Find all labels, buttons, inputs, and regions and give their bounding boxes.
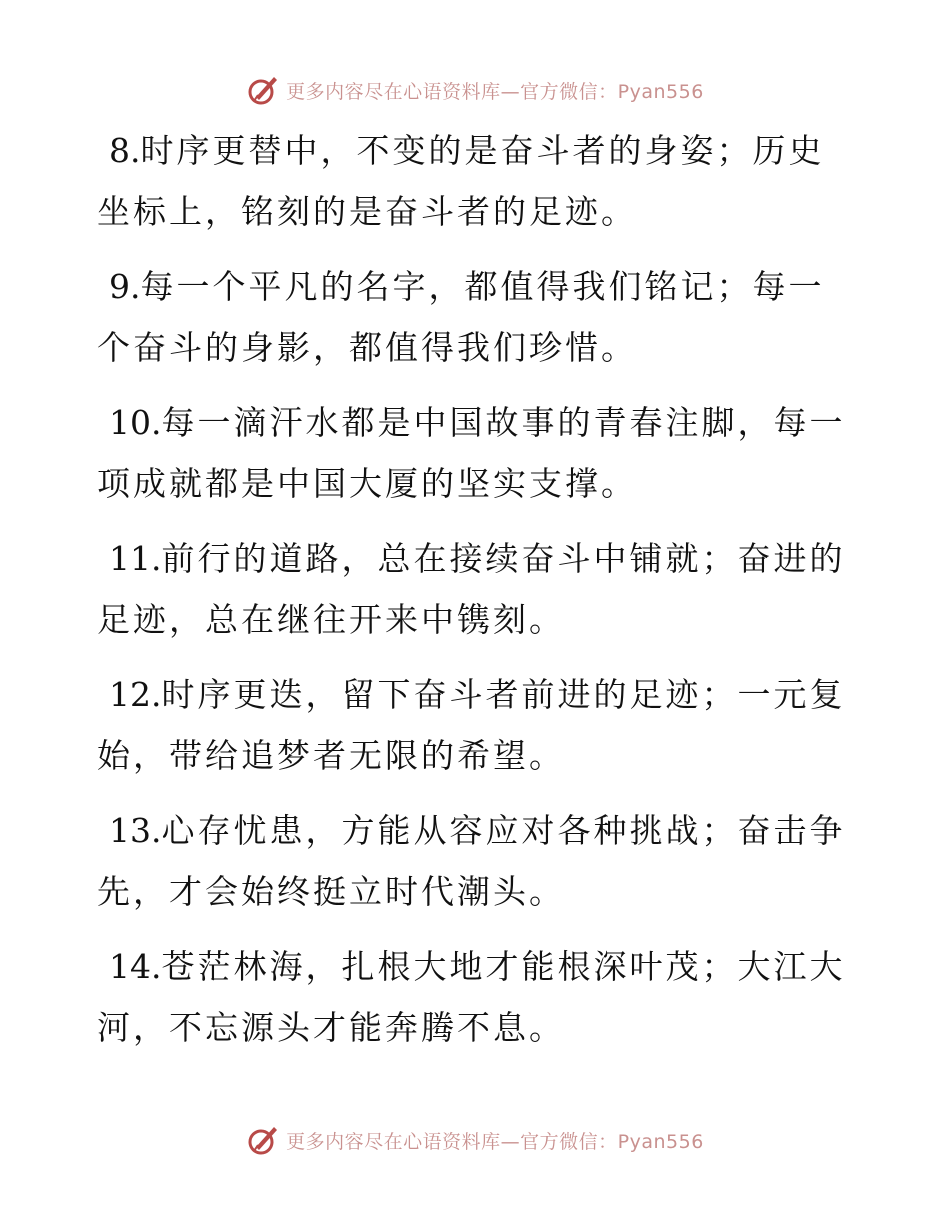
- list-item: [97, 528, 857, 650]
- item-number: 8.: [109, 131, 141, 170]
- list-item: [97, 120, 857, 242]
- header-watermark: [246, 73, 704, 107]
- item-number: 11.: [109, 539, 162, 578]
- quill-pen-icon: [246, 1123, 280, 1157]
- page-header: [0, 70, 950, 110]
- item-number: 10.: [109, 403, 162, 442]
- item-number: 14.: [109, 947, 162, 986]
- item-number: 9.: [109, 267, 141, 306]
- list-item: [97, 800, 857, 922]
- item-text: 前行的道路，总在接续奋斗中铺就；奋进的足迹，总在继往开来中镌刻。: [97, 539, 846, 639]
- item-text: 每一滴汗水都是中国故事的青春注脚，每一项成就都是中国大厦的坚实支撑。: [97, 403, 846, 503]
- footer-watermark: [246, 1123, 704, 1157]
- item-text: 每一个平凡的名字，都值得我们铭记；每一个奋斗的身影，都值得我们珍惜。: [97, 267, 825, 367]
- list-item: [97, 936, 857, 1058]
- item-number: 12.: [109, 675, 162, 714]
- footer-text: 更多内容尽在心语资料库—官方微信：Pyan556: [286, 1130, 704, 1153]
- item-text: 苍茫林海，扎根大地才能根深叶茂；大江大河，不忘源头才能奔腾不息。: [97, 947, 846, 1047]
- list-item: [97, 392, 857, 514]
- header-text: 更多内容尽在心语资料库—官方微信：Pyan556: [286, 80, 704, 103]
- item-text: 时序更迭，留下奋斗者前进的足迹；一元复始，带给追梦者无限的希望。: [97, 675, 846, 775]
- list-item: [97, 664, 857, 786]
- document-body: [97, 120, 857, 1072]
- item-text: 时序更替中，不变的是奋斗者的身姿；历史坐标上，铭刻的是奋斗者的足迹。: [97, 131, 825, 231]
- item-number: 13.: [109, 811, 162, 850]
- page-footer: [0, 1120, 950, 1160]
- quill-pen-icon: [246, 73, 280, 107]
- list-item: [97, 256, 857, 378]
- item-text: 心存忧患，方能从容应对各种挑战；奋击争先，才会始终挺立时代潮头。: [97, 811, 846, 911]
